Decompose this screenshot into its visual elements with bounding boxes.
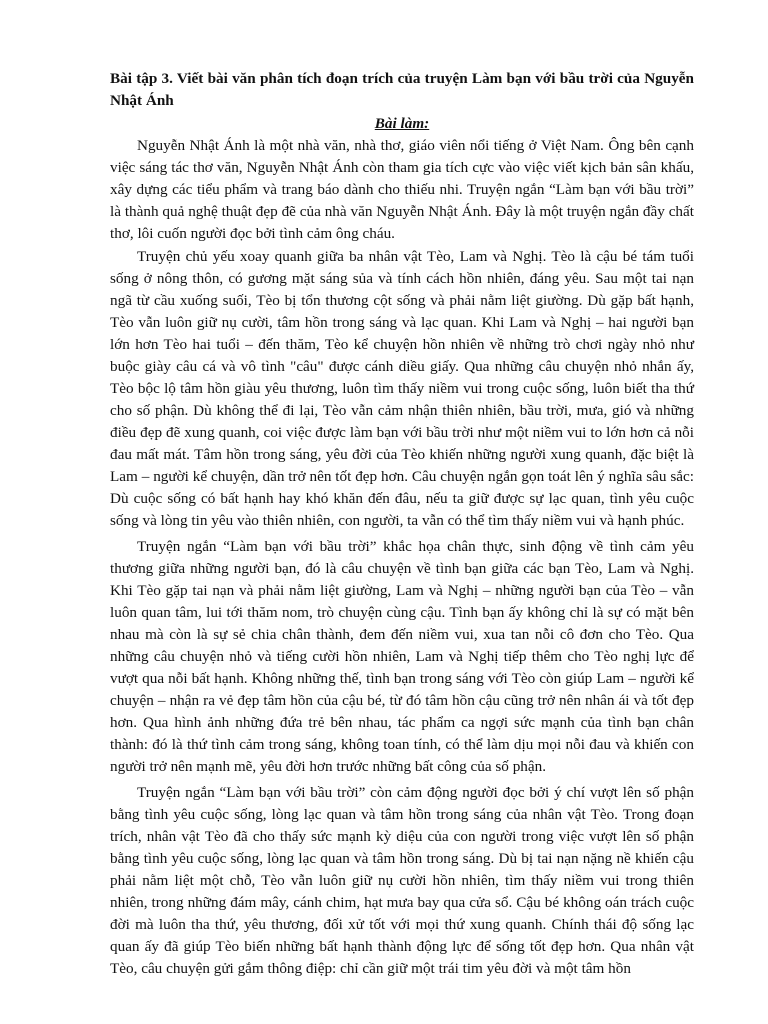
paragraph-4: Truyện ngắn “Làm bạn với bầu trời” còn cảm động người đọc bởi ý chí vượt lên số phận bằng tình yêu cuộc sống, lòng lạc quan và tâm hồn trong sáng của nhân vật Tèo. Trong đoạn trích, nhân vật Tèo đã cho thấy sức mạnh kỳ diệu của con người trong việc vượt lên số phận bằng tình yêu cuộc sống, lòng lạc quan và tâm hồn trong sáng. Dù bị tai nạn nặng nề khiến cậu phải nằm liệt một chỗ, Tèo vẫn luôn giữ nụ cười hồn nhiên, tìm thấy niềm vui trong thiên nhiên, trong những đám mây, cánh chim, hạt mưa bay qua cửa sổ. Cậu bé không oán trách cuộc đời mà luôn tha thứ, yêu thương, đối xử tốt với mọi thứ xung quanh. Chính thái độ sống lạc quan ấy đã giúp Tèo biến những bất hạnh thành động lực để sống tốt đẹp hơn. Qua nhân vật Tèo, câu chuyện gửi gắm thông điệp: chỉ cần giữ một trái tim yêu đời và một tâm hồn [110,784,694,977]
document-title: Bài tập 3. Viết bài văn phân tích đoạn trích của truyện Làm bạn với bầu trời của Nguyễn Nhật Ánh [110,70,694,109]
paragraph-2: Truyện chủ yếu xoay quanh giữa ba nhân vật Tèo, Lam và Nghị. Tèo là cậu bé tám tuổi sống ở nông thôn, có gương mặt sáng sủa và tính cách hồn nhiên, đáng yêu. Sau một tai nạn ngã từ cầu xuống suối, Tèo bị tổn thương cột sống và phải nằm liệt giường. Dù gặp bất hạnh, Tèo vẫn luôn giữ nụ cười, tâm hồn trong sáng và lạc quan. Khi Lam và Nghị – hai người bạn lớn hơn Tèo hai tuổi – đến thăm, Tèo kể chuyện hồn nhiên về những trò chơi ngày nhỏ như buộc giày câu cá và vô tình "câu" được cánh diều giấy. Qua những câu chuyện nhỏ nhắn ấy, Tèo bộc lộ tâm hồn giàu yêu thương, luôn tìm thấy niềm vui trong cuộc sống, luôn biết tha thứ cho số phận. Dù không thể đi lại, Tèo vẫn cảm nhận thiên nhiên, bầu trời, mưa, gió và những điều đẹp đẽ xung quanh, coi việc được làm bạn với bầu trời như một niềm vui to lớn hơn cả nỗi đau mất mát. Tâm hồn trong sáng, yêu đời của Tèo khiến những người xung quanh, đặc biệt là Lam – người kể chuyện, dần trở nên tốt đẹp hơn. Câu chuyện ngắn gọn toát lên ý nghĩa sâu sắc: Dù cuộc sống có bất hạnh hay khó khăn đến đâu, nếu ta giữ được sự lạc quan, tình yêu cuộc sống và lòng tin yêu vào thiên nhiên, con người, ta vẫn có thể tìm thấy niềm vui và hạnh phúc. [110,248,694,529]
paragraph-1: Nguyễn Nhật Ánh là một nhà văn, nhà thơ, giáo viên nổi tiếng ở Việt Nam. Ông bên cạnh việc sáng tác thơ văn, Nguyễn Nhật Ánh còn tham gia tích cực vào việc viết kịch bản sân khấu, xây dựng các tiểu phẩm và trang báo dành cho thiếu nhi. Truyện ngắn “Làm bạn với bầu trời” là thành quả nghệ thuật đẹp đẽ của nhà văn Nguyễn Nhật Ánh. Đây là một truyện ngắn đầy chất thơ, lôi cuốn người đọc bởi tình cảm ông cháu. [110,137,694,242]
paragraph-3: Truyện ngắn “Làm bạn với bầu trời” khắc họa chân thực, sinh động về tình cảm yêu thương giữa những người bạn, đó là câu chuyện về tình bạn giữa các bạn Tèo, Lam và Nghị. Khi Tèo gặp tai nạn và phải nằm liệt giường, Lam và Nghị – những người bạn của Tèo – vẫn luôn quan tâm, lui tới thăm nom, trò chuyện cùng cậu. Tình bạn ấy không chỉ là sự có mặt bên nhau mà còn là sự sẻ chia chân thành, đem đến niềm vui, xua tan nỗi cô đơn cho Tèo. Qua những câu chuyện nhỏ và tiếng cười hồn nhiên, Lam và Nghị tiếp thêm cho Tèo nghị lực để vượt qua nỗi bất hạnh. Không những thế, tình bạn trong sáng với Tèo còn giúp Lam – người kể chuyện – nhận ra vẻ đẹp tâm hồn của cậu bé, từ đó tâm hồn cậu cũng trở nên nhân ái và tốt đẹp hơn. Qua hình ảnh những đứa trẻ bên nhau, tác phẩm ca ngợi sức mạnh của tình bạn chân thành: đó là thứ tình cảm trong sáng, không toan tính, có thể làm dịu mọi nỗi đau và khiến con người trở nên mạnh mẽ, yêu đời hơn trước những bất công của số phận. [110,538,694,775]
document-subtitle: Bài làm: [374,115,430,132]
